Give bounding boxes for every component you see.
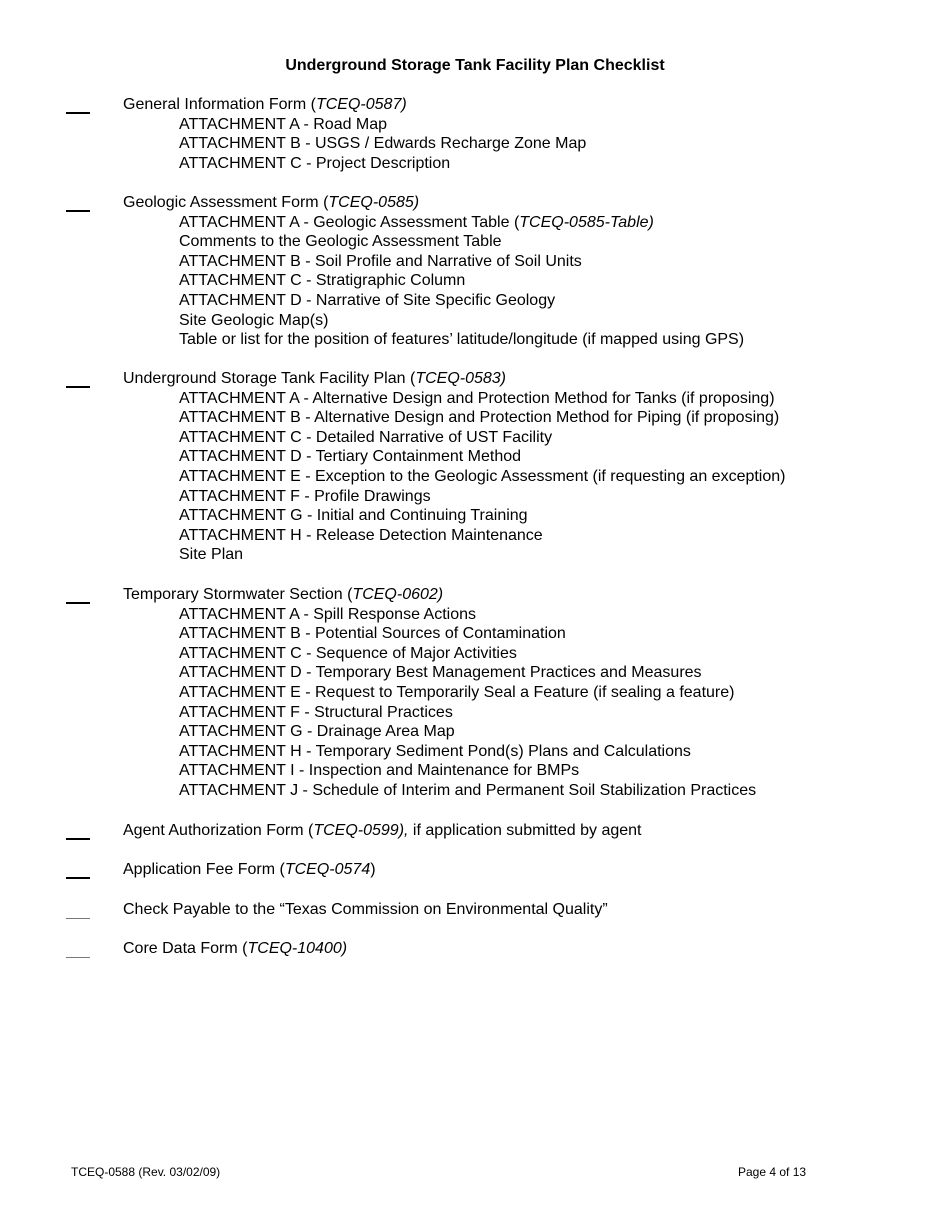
list-item: ATTACHMENT B - Potential Sources of Contamination (179, 625, 566, 643)
list-item: Table or list for the position of features’ latitude/longitude (if mapped using GPS) (179, 331, 745, 349)
form-code: TCEQ-0602) (352, 586, 444, 603)
list-item: ATTACHMENT D - Tertiary Containment Method (179, 448, 522, 466)
section-heading: Underground Storage Tank Facility Plan (TCEQ-0583) (123, 370, 507, 387)
checkbox-blank[interactable] (66, 838, 90, 840)
section-heading: General Information Form (TCEQ-0587) (123, 96, 407, 113)
checkbox-blank[interactable] (66, 602, 90, 604)
list-item: ATTACHMENT C - Sequence of Major Activities (179, 644, 517, 662)
attachment-list (179, 389, 785, 565)
list-item: ATTACHMENT F - Structural Practices (179, 703, 453, 721)
page-title: Underground Storage Tank Facility Plan Checklist (285, 57, 665, 74)
form-code: TCEQ-0574 (284, 861, 371, 878)
list-item: ATTACHMENT H - Release Detection Maintenance (179, 526, 543, 544)
footer-page-number: Page 4 of 13 (738, 1165, 807, 1179)
list-item: ATTACHMENT G - Drainage Area Map (179, 723, 455, 741)
list-item: ATTACHMENT B - Alternative Design and Protection Method for Piping (if proposing) (179, 409, 780, 427)
list-item: ATTACHMENT B - USGS / Edwards Recharge Zone Map (179, 135, 587, 153)
list-item: ATTACHMENT C - Detailed Narrative of UST Facility (179, 428, 553, 446)
attachment-list (179, 605, 756, 801)
list-item: ATTACHMENT D - Temporary Best Management Practices and Measures (179, 664, 702, 682)
list-item: ATTACHMENT E - Request to Temporarily Seal a Feature (if sealing a feature) (179, 683, 735, 701)
form-code: TCEQ-10400) (247, 940, 348, 957)
list-item: ATTACHMENT I - Inspection and Maintenance for BMPs (179, 762, 580, 780)
attachment-list (179, 115, 586, 174)
list-item: ATTACHMENT B - Soil Profile and Narrative of Soil Units (179, 252, 582, 270)
list-item: Site Geologic Map(s) (179, 311, 329, 329)
form-code: TCEQ-0583) (415, 370, 507, 387)
list-item: ATTACHMENT A - Geologic Assessment Table (TCEQ-0585-Table) (179, 213, 654, 231)
list-item: ATTACHMENT H - Temporary Sediment Pond(s) Plans and Calculations (179, 742, 691, 760)
list-item: ATTACHMENT G - Initial and Continuing Training (179, 507, 528, 525)
list-item: ATTACHMENT E - Exception to the Geologic Assessment (if requesting an exception) (179, 467, 786, 485)
list-item: ATTACHMENT D - Narrative of Site Specific Geology (179, 291, 556, 309)
form-code: TCEQ-0585) (328, 194, 420, 211)
list-item: ATTACHMENT A - Spill Response Actions (179, 605, 476, 623)
list-item: ATTACHMENT A - Alternative Design and Protection Method for Tanks (if proposing) (179, 389, 775, 407)
checkbox-blank[interactable] (66, 918, 90, 919)
form-code: TCEQ-0585-Table) (519, 213, 654, 231)
section-heading: Check Payable to the “Texas Commission on Environmental Quality” (123, 901, 608, 918)
list-item: ATTACHMENT C - Project Description (179, 154, 451, 172)
checkbox-blank[interactable] (66, 112, 90, 114)
checkbox-blank[interactable] (66, 957, 90, 958)
section-heading: Agent Authorization Form (TCEQ-0599), if application submitted by agent (123, 822, 642, 839)
form-code: TCEQ-0587) (315, 96, 407, 113)
section-heading: Application Fee Form (TCEQ-0574) (123, 861, 376, 878)
checkbox-blank[interactable] (66, 210, 90, 212)
section-heading: Core Data Form (TCEQ-10400) (123, 940, 348, 957)
list-item: Site Plan (179, 546, 244, 564)
attachment-list (179, 213, 744, 350)
checkbox-blank[interactable] (66, 877, 90, 879)
section-heading: Geologic Assessment Form (TCEQ-0585) (123, 194, 420, 211)
list-item: ATTACHMENT F - Profile Drawings (179, 487, 431, 505)
list-item: Comments to the Geologic Assessment Table (179, 233, 502, 251)
list-item: ATTACHMENT C - Stratigraphic Column (179, 272, 466, 290)
footer-form-id: TCEQ-0588 (Rev. 03/02/09) (71, 1165, 221, 1179)
section-heading: Temporary Stormwater Section (TCEQ-0602) (123, 586, 444, 603)
list-item: ATTACHMENT J - Schedule of Interim and Permanent Soil Stabilization Practices (179, 781, 757, 799)
checkbox-blank[interactable] (66, 386, 90, 388)
form-code: TCEQ-0599), (313, 822, 409, 839)
list-item: ATTACHMENT A - Road Map (179, 115, 388, 133)
